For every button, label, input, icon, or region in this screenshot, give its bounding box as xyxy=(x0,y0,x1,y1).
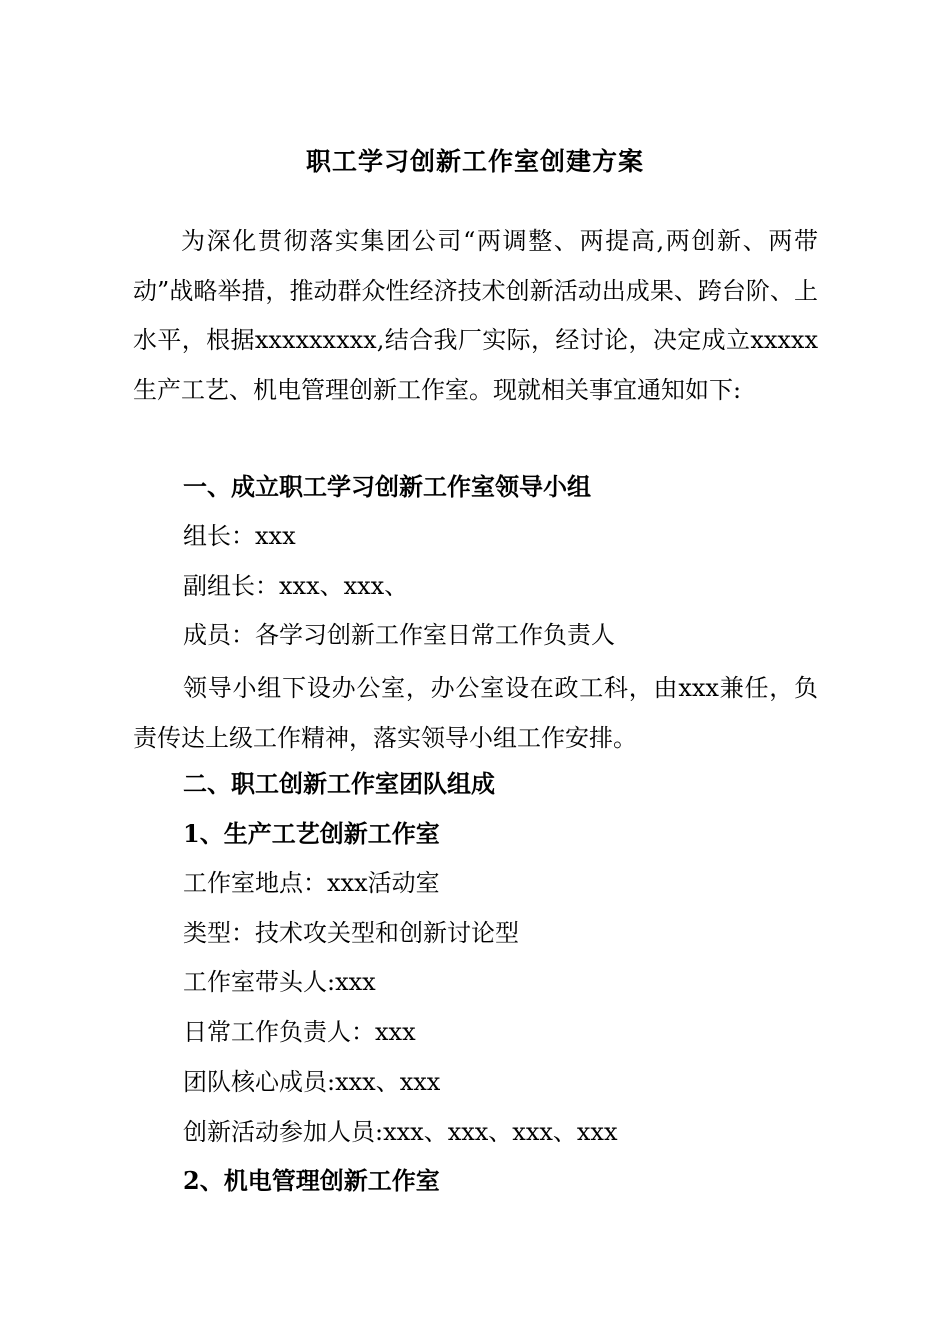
studio2-heading: 2、机电管理创新工作室 xyxy=(183,1166,440,1195)
studio1-daily-owner: 日常工作负责人：xxx xyxy=(183,1018,416,1046)
studio1-participants: 创新活动参加人员:xxx、xxx、xxx、xxx xyxy=(183,1118,618,1146)
members-line: 成员：各学习创新工作室日常工作负责人 xyxy=(183,621,615,649)
document-title: 职工学习创新工作室创建方案 xyxy=(305,147,644,176)
deputy-leader-line: 副组长：xxx、xxx、 xyxy=(183,572,409,600)
intro-paragraph: 为深化贯彻落实集团公司“两调整、两提高,两创新、两带动”战略举措，推动群众性经济技术创新活动出成果、跨台阶、上水平，根据xxxxxxxxx,结合我厂实际，经讨论，决定成立xxxxx生产工艺、机电管理创新工作室。现就相关事宜通知如下: xyxy=(133,227,818,404)
section2-heading: 二、职工创新工作室团队组成 xyxy=(183,769,495,798)
studio1-location: 工作室地点：xxx活动室 xyxy=(183,869,440,897)
leader-line: 组长：xxx xyxy=(183,522,296,550)
studio1-type: 类型：技术攻关型和创新讨论型 xyxy=(183,919,519,947)
studio1-heading: 1、生产工艺创新工作室 xyxy=(183,819,440,848)
studio1-lead: 工作室带头人:xxx xyxy=(183,968,376,996)
studio1-core-members: 团队核心成员:xxx、xxx xyxy=(183,1068,441,1096)
section1-heading: 一、成立职工学习创新工作室领导小组 xyxy=(183,472,591,501)
office-paragraph: 领导小组下设办公室，办公室设在政工科，由xxx兼任，负责传达上级工作精神，落实领导小组工作安排。 xyxy=(133,674,818,752)
